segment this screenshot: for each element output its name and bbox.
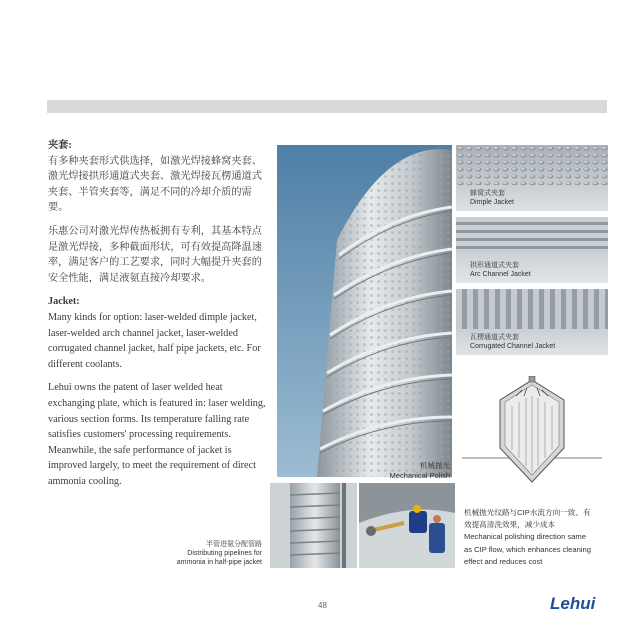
arc-channel-jacket-sample: [456, 217, 608, 283]
lehui-logo: [548, 592, 608, 614]
polish-direction-text: [464, 507, 624, 568]
en-paragraph-1: Many kinds for option: laser-welded dimple jacket, laser-welded arch channel jacket, laser-welded corrugated channel jacket, half pipe jackets, etc. For different coolants.: [48, 311, 261, 370]
cn-heading: 夹套:: [48, 140, 72, 151]
jacket-description: [48, 138, 268, 497]
dimple-jacket-caption: [470, 190, 514, 207]
half-pipe-photo: [270, 483, 357, 568]
mechanical-polish-caption: [390, 461, 450, 480]
cn-paragraph-1: 有多种夹套形式供选择，如激光焊接蜂窝夹套、激光焊接拱形通道式夹套、激光焊接瓦楞通道式夹套、半管夹套等，满足不同的冷却介质的需要。: [48, 155, 262, 214]
polishing-workers-photo: [359, 483, 455, 568]
dimple-jacket-en: Dimple Jacket: [470, 198, 514, 206]
corrugated-channel-jacket-en: Corrugated Channel Jacket: [470, 342, 556, 350]
polish-text-en-line2: as CIP flow, which enhances cleaning: [464, 544, 591, 554]
cn-paragraph-2: 乐惠公司对激光焊传热板拥有专利，其基本特点是激光焊接，多种截面形状，可有效提高降温速率，满足客户的工艺要求，同时大幅提升夹套的安全性能，满足液氨直接冷却要求。: [48, 225, 262, 284]
arc-channel-jacket-en: Arc Channel Jacket: [470, 270, 531, 278]
polish-text-cn-line2: 效提高清洗效果，减少成本: [464, 520, 556, 530]
en-heading: Jacket:: [48, 296, 80, 308]
jacket-samples: [456, 145, 608, 361]
polish-text-en-line1: Mechanical polishing direction same: [464, 532, 586, 542]
mechanical-polish-en: Mechanical Polish: [389, 470, 450, 480]
half-pipe-en-line1: Distributing pipelines for: [187, 550, 262, 557]
header-band: [47, 100, 607, 113]
tank-cross-section-diagram: [462, 376, 602, 486]
arc-channel-jacket-caption: [470, 262, 531, 279]
arc-channel-jacket-cn: 拱形通道式夹套: [470, 262, 519, 269]
dimple-jacket-sample: [456, 145, 608, 211]
mechanical-polish-cn: 机械抛光: [420, 461, 450, 470]
en-paragraph-2: Lehui owns the patent of laser welded heat exchanging plate, which is featured in: laser welding, various section forms. Its temperature falling rate satisfies customers' processing requirements. Meanwhile, the safe performance of jacket is improved largely, to meet the requirement of direct ammonia cooling.: [48, 382, 266, 487]
half-pipe-cn: 半管进氨分配管路: [206, 541, 262, 548]
lehui-logo-icon: [548, 592, 608, 614]
polishing-workers-graphic: [359, 483, 455, 568]
dimple-jacket-cn: 蜂窝式夹套: [470, 190, 505, 197]
half-pipe-en-line2: ammonia in half-pipe jacket: [176, 559, 262, 566]
corrugated-channel-jacket-caption: [470, 334, 555, 351]
page-number: 48: [318, 601, 327, 610]
svg-text:Lehui: Lehui: [550, 594, 596, 613]
half-pipe-graphic: [270, 483, 357, 568]
tank-photo-graphic: [277, 145, 452, 477]
half-pipe-caption: [177, 540, 262, 567]
polish-text-cn-line1: 机械抛光纹路与CIP水流方向一致、有: [464, 508, 591, 517]
corrugated-channel-jacket-cn: 瓦楞通道式夹套: [470, 334, 519, 341]
tank-jacket-photo: [277, 145, 452, 477]
corrugated-channel-jacket-sample: [456, 289, 608, 355]
tank-diagram-graphic: [462, 376, 602, 486]
polish-text-en-line3: effect and reduces cost: [464, 556, 543, 566]
